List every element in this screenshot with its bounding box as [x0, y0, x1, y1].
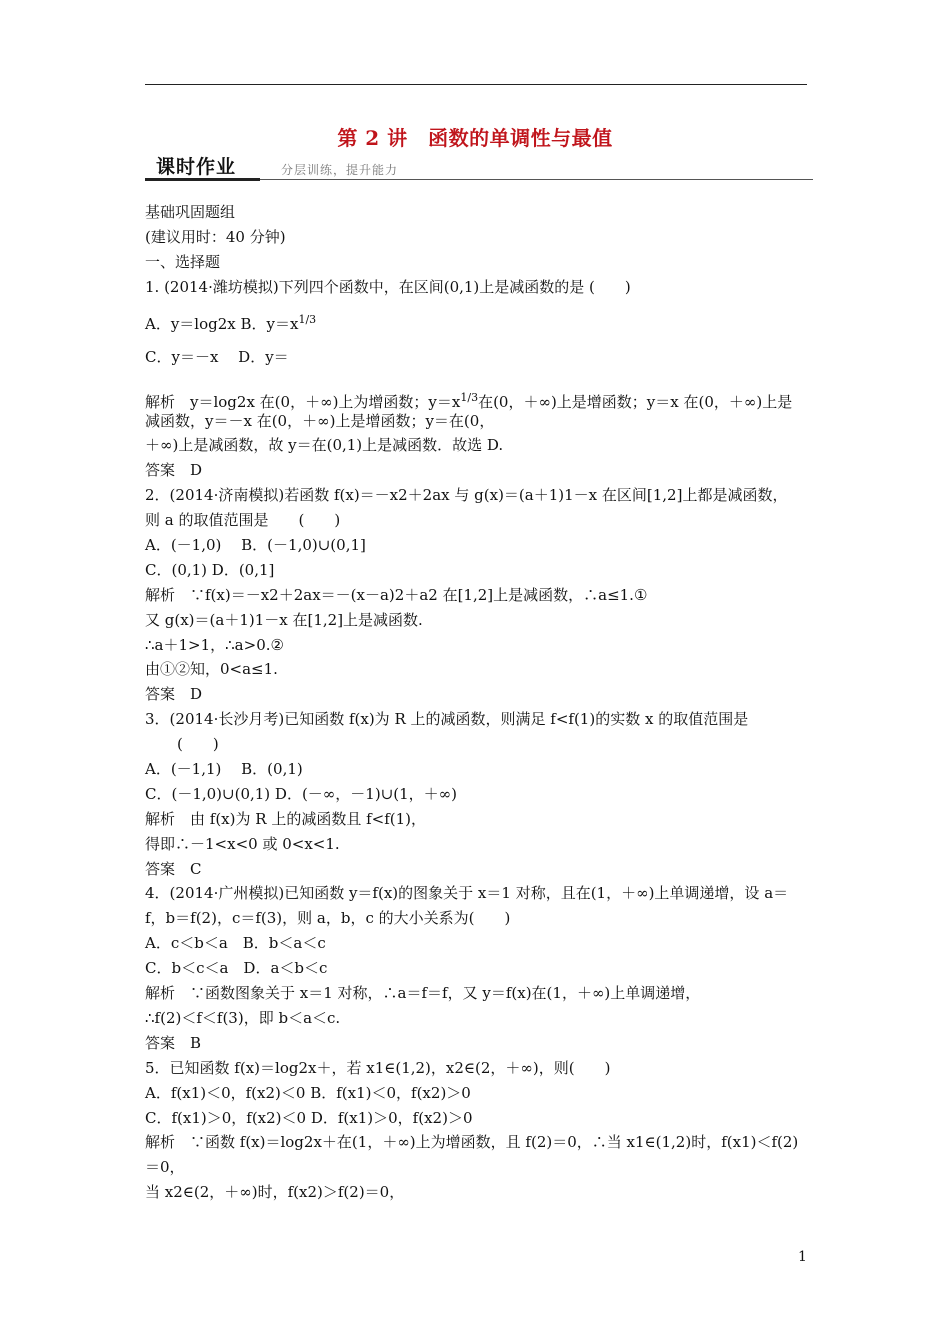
question-1-analysis-line-1	[145, 375, 810, 409]
subsection-heading: 一、选择题	[145, 252, 221, 271]
question-5-options-ab: A．f(x1)＜0，f(x2)＜0 B．f(x1)＜0，f(x2)＞0	[145, 1083, 471, 1102]
question-2-answer: 答案 D	[145, 685, 203, 704]
question-3-options-cd: C．(－1,0)∪(0,1) D．(－∞，－1)∪(1，＋∞)	[145, 784, 458, 803]
banner-rule-thick	[145, 178, 260, 181]
banner-main-text: 课时作业	[156, 156, 237, 178]
section-heading: 基础巩固题组	[145, 203, 236, 221]
question-5-options-cd: C．f(x1)＞0，f(x2)＜0 D．f(x1)＞0，f(x2)＞0	[145, 1108, 473, 1127]
question-3-bracket: ( )	[177, 735, 219, 754]
question-4-analysis-1: 解析 ∵函数图象关于 x＝1 对称，∴a＝f＝f，又 y＝f(x)在(1，＋∞)上单调递增，	[145, 984, 701, 1003]
question-1: 1. (2014·潍坊模拟)下列四个函数中，在区间(0,1)上是减函数的是 ( )	[145, 277, 631, 296]
question-1-analysis-line-2: 减函数，y＝－x 在(0，＋∞)上是增函数；y＝在(0，	[145, 411, 495, 430]
exponent-one-third-2: 1/3	[460, 390, 479, 404]
question-4-cont: f，b＝f(2)，c＝f(3)，则 a，b，c 的大小关系为( )	[145, 909, 511, 928]
question-3-options-ab: A．(－1,1) B．(0,1)	[145, 760, 303, 779]
question-1-options-ab	[145, 300, 810, 340]
exercise-content	[145, 200, 810, 1205]
question-5-analysis-2: ＝0，	[145, 1158, 185, 1177]
top-rule	[145, 84, 807, 85]
page-title: 第 2 讲 函数的单调性与最值	[337, 126, 613, 150]
question-2-analysis-1: 解析 ∵f(x)＝－x2＋2ax＝－(x－a)2＋a2 在[1,2]上是减函数，∴a≤1.①	[145, 585, 648, 604]
question-4: 4．(2014·广州模拟)已知函数 y＝f(x)的图象关于 x＝1 对称，且在(1，＋∞)上单调递增，设 a＝	[145, 884, 789, 903]
question-2-options-cd: C．(0,1) D．(0,1]	[145, 560, 275, 579]
homework-banner	[145, 150, 813, 184]
question-1-options-cd: C．y＝－x D．y＝	[145, 347, 289, 366]
question-3: 3．(2014·长沙月考)已知函数 f(x)为 R 上的减函数，则满足 f<f(1)的实数 x 的取值范围是	[145, 710, 749, 729]
question-2-options-ab: A．(－1,0) B．(－1,0)∪(0,1]	[145, 536, 366, 555]
question-4-answer: 答案 B	[145, 1033, 202, 1052]
question-1-answer: 答案 D	[145, 461, 203, 480]
question-3-analysis-2: 得即∴－1<x<0 或 0<x<1.	[145, 834, 340, 853]
banner-sub-text: 分层训练，提升能力	[281, 163, 399, 177]
question-4-options-ab: A．c＜b＜a B．b＜a＜c	[145, 934, 326, 953]
page-number: 1	[798, 1249, 807, 1265]
question-2-analysis-3: ∴a＋1>1，∴a>0.②	[145, 635, 284, 654]
exponent-one-third: 1/3	[298, 312, 317, 326]
options-ab-text: A．y＝log2x B．y＝x	[145, 314, 299, 333]
question-1-analysis-line-3: ＋∞)上是减函数，故 y＝在(0,1)上是减函数．故选 D.	[145, 436, 504, 455]
question-2-analysis-2: 又 g(x)＝(a＋1)1－x 在[1,2]上是减函数.	[145, 610, 423, 629]
question-5-analysis-3: 当 x2∈(2，＋∞)时，f(x2)＞f(2)＝0，	[145, 1183, 405, 1202]
question-3-answer: 答案 C	[145, 859, 202, 878]
analysis-text: 解析 y＝log2x 在(0，＋∞)上为增函数；y＝x	[145, 392, 461, 411]
time-suggestion: (建议用时：40 分钟)	[145, 227, 286, 246]
question-5: 5．已知函数 f(x)＝log2x＋，若 x1∈(1,2)，x2∈(2，＋∞)，则( )	[145, 1058, 611, 1077]
question-2: 2．(2014·济南模拟)若函数 f(x)＝－x2＋2ax 与 g(x)＝(a＋1)1－x 在区间[1,2]上都是减函数，	[145, 486, 788, 505]
banner-rule-thin	[260, 179, 813, 180]
question-3-analysis-1: 解析 由 f(x)为 R 上的减函数且 f<f(1)，	[145, 809, 427, 828]
question-2-analysis-4: 由①②知，0<a≤1.	[145, 660, 278, 679]
question-4-options-cd: C．b＜c＜a D．a＜b＜c	[145, 959, 328, 978]
question-4-analysis-2: ∴f(2)＜f＜f(3)，即 b＜a＜c.	[145, 1008, 341, 1027]
analysis-tail: 在(0，＋∞)上是增函数；y＝x 在(0，＋∞)上是	[478, 392, 793, 411]
question-5-analysis-1: 解析 ∵函数 f(x)＝log2x＋在(1，＋∞)上为增函数，且 f(2)＝0，∴当 x1∈(1,2)时，f(x1)＜f(2)	[145, 1133, 799, 1152]
question-2-cont: 则 a 的取值范围是 ( )	[145, 511, 341, 530]
